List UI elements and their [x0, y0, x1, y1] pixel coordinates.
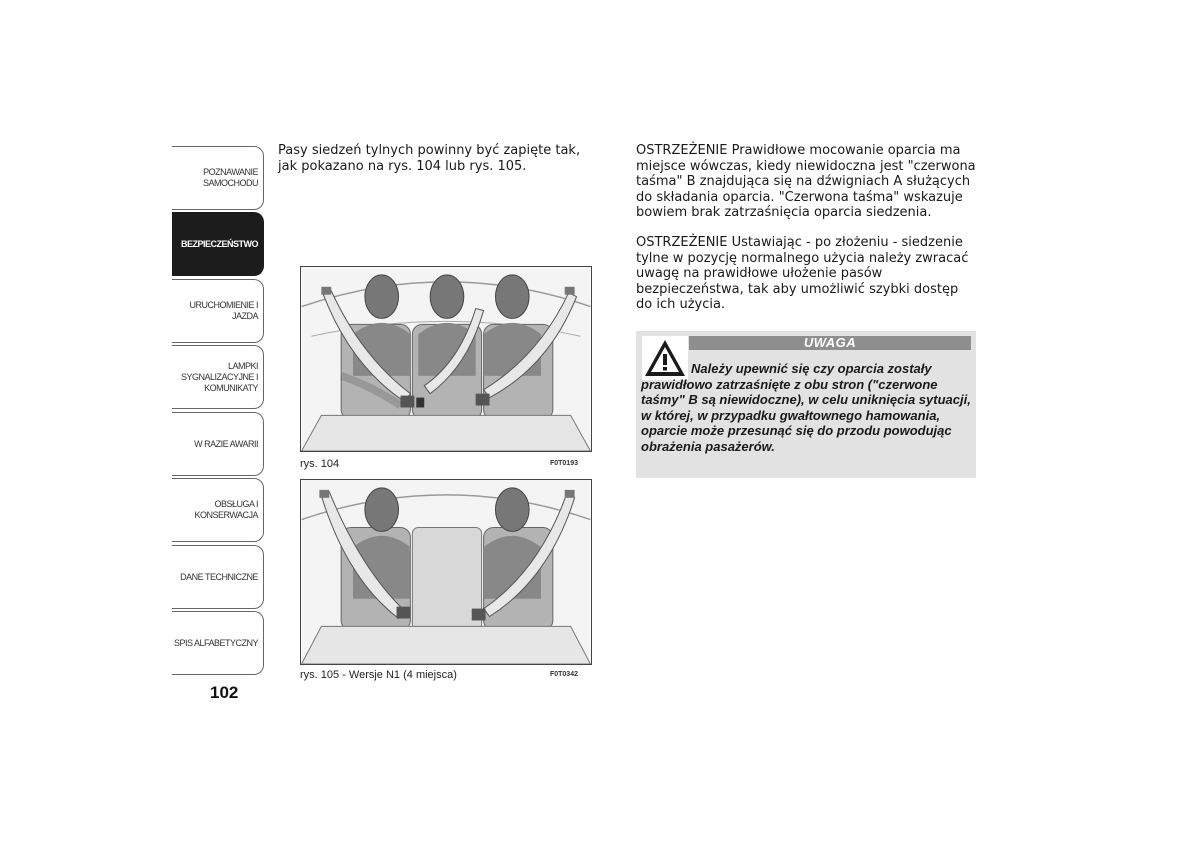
rear-seat-belts-illustration: [300, 266, 592, 452]
tab-dane-techniczne[interactable]: DANE TECHNICZNE: [172, 545, 264, 609]
warning-paragraph-1: OSTRZEŻENIE Prawidłowe mocowanie oparcia ma miejsce wówczas, kiedy niewidoczna jest "czerwona taśma" B znajdująca się na dźwigniach A służących do składania oparcia. "Czerwona taśma" wskazuje bowiem brak zatrzaśnięcia oparcia siedzenia.: [636, 143, 976, 220]
figure-105-code: F0T0342: [549, 671, 578, 678]
figure-104-code: F0T0193: [549, 460, 578, 467]
figure-105-caption: rys. 105 - Wersje N1 (4 miejsca): [300, 669, 457, 681]
rear-seat-belts-n1-illustration: [300, 479, 592, 665]
uwaga-text: Należy upewnić się czy oparcia zostały prawidłowo zatrzaśnięte z obu stron ("czerwone taśmy" B są niewidoczne), w celu uniknięcia sytuacji, w której, w przypadku gwałtownego hamowania, oparcie może przesunąć się do przodu powodując obrażenia pasażerów.: [641, 361, 971, 454]
uwaga-warning-box: [636, 331, 976, 478]
tab-bezpieczenstwo[interactable]: BEZPIECZEŃSTWO: [172, 212, 264, 276]
tab-lampki-sygnalizacyjne[interactable]: LAMPKI SYGNALIZACYJNE I KOMUNIKATY: [172, 345, 264, 409]
warning-paragraph-2: OSTRZEŻENIE Ustawiając - po złożeniu - siedzenie tylne w pozycję normalnego użycia należy zwracać uwagę na prawidłowe ułożenie pasów bezpieczeństwa, tak aby umożliwić szybki dostęp do ich użycia.: [636, 235, 969, 312]
tab-obsluga-i-konserwacja[interactable]: OBSŁUGA I KONSERWACJA: [172, 478, 264, 542]
figure-104: [300, 266, 592, 471]
tab-uruchomienie-i-jazda[interactable]: URUCHOMIENIE I JAZDA: [172, 279, 264, 343]
figure-104-caption: rys. 104: [300, 458, 340, 470]
figure-105: [300, 479, 592, 684]
tab-poznawanie-samochodu[interactable]: POZNAWANIE SAMOCHODU: [172, 146, 264, 210]
tab-spis-alfabetyczny[interactable]: SPIS ALFABETYCZNY: [172, 611, 264, 675]
page-number: 102: [210, 683, 239, 702]
intro-paragraph: Pasy siedzeń tylnych powinny być zapięte tak, jak pokazano na rys. 104 lub rys. 105.: [278, 143, 581, 174]
uwaga-title: UWAGA: [689, 336, 971, 350]
tab-w-razie-awarii[interactable]: W RAZIE AWARII: [172, 412, 264, 476]
